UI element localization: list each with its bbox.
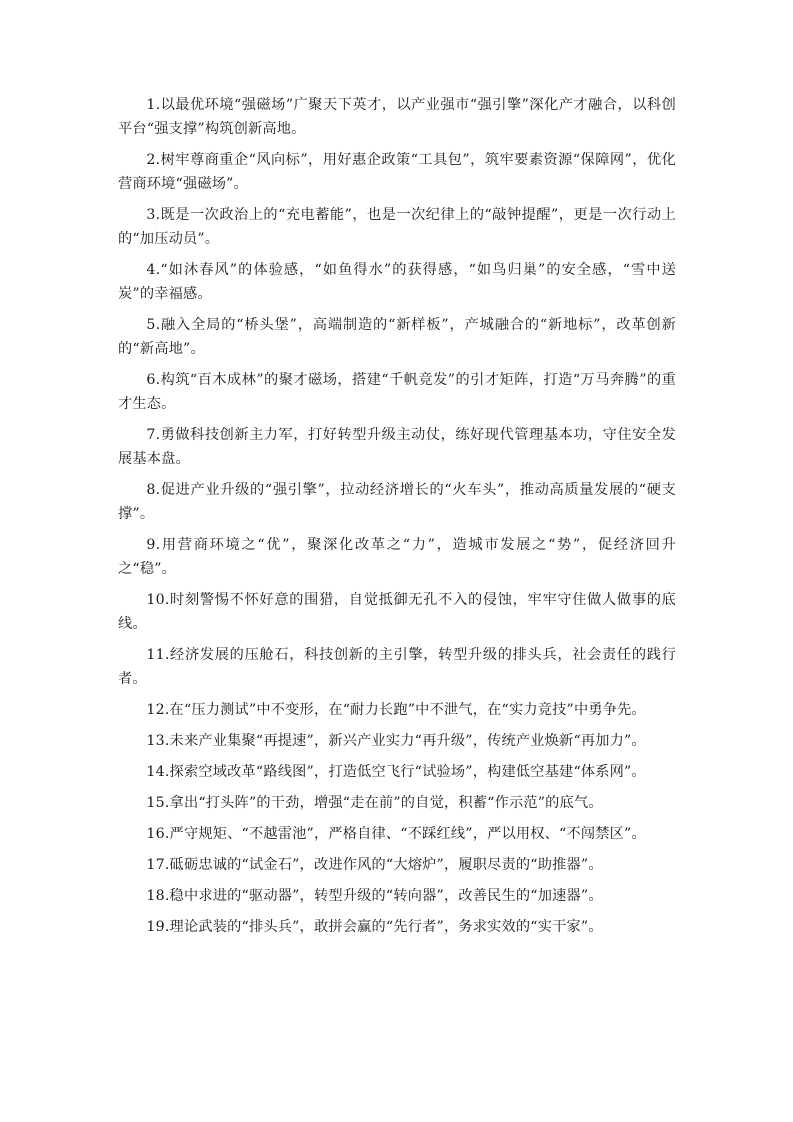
paragraph-7: 7.勇做科技创新主力军，打好转型升级主动仗，练好现代管理基本功，守住安全发展基本盘。 bbox=[118, 427, 676, 467]
paragraph-1: 1.以最优环境“强磁场”广聚天下英才，以产业强市“强引擎”深化产才融合，以科创平台“强支撑”构筑创新高地。 bbox=[118, 97, 676, 137]
paragraph-10: 10.时刻警惕不怀好意的围猎，自觉抵御无孔不入的侵蚀，牢牢守住做人做事的底线。 bbox=[118, 592, 676, 632]
paragraph-8: 8.促进产业升级的“强引擎”，拉动经济增长的“火车头”，推动高质量发展的“硬支撑”。 bbox=[118, 482, 676, 522]
paragraph-4: 4.“如沐春风”的体验感，“如鱼得水”的获得感，“如鸟归巢”的安全感，“雪中送炭”的幸福感。 bbox=[118, 262, 676, 302]
paragraph-3: 3.既是一次政治上的“充电蓄能”，也是一次纪律上的“敲钟提醒”，更是一次行动上的“加压动员”。 bbox=[118, 207, 676, 247]
paragraph-16: 16.严守规矩、“不越雷池”，严格自律、“不踩红线”，严以用权、“不闯禁区”。 bbox=[146, 826, 646, 842]
paragraph-2: 2.树牢尊商重企“风向标”，用好惠企政策“工具包”，筑牢要素资源“保障网”，优化营商环境“强磁场”。 bbox=[118, 152, 676, 192]
paragraph-12: 12.在“压力测试”中不变形，在“耐力长跑”中不泄气，在“实力竞技”中勇争先。 bbox=[146, 702, 646, 718]
paragraph-5: 5.融入全局的“桥头堡”，高端制造的“新样板”，产城融合的“新地标”，改革创新的“新高地”。 bbox=[118, 317, 676, 357]
paragraph-19: 19.理论武装的“排头兵”，敢拼会赢的“先行者”，务求实效的“实干家”。 bbox=[146, 919, 603, 935]
paragraph-17: 17.砥砺忠诚的“试金石”，改进作风的“大熔炉”，履职尽责的“助推器”。 bbox=[146, 857, 603, 873]
paragraph-9: 9.用营商环境之“优”，聚深化改革之“力”，造城市发展之“势”，促经济回升之“稳”。 bbox=[118, 537, 676, 577]
paragraph-14: 14.探索空域改革“路线图”，打造低空飞行“试验场”，构建低空基建“体系网”。 bbox=[146, 764, 646, 780]
paragraph-18: 18.稳中求进的“驱动器”，转型升级的“转向器”，改善民生的“加速器”。 bbox=[146, 888, 603, 904]
paragraph-15: 15.拿出“打头阵”的干劲，增强“走在前”的自觉，积蓄“作示范”的底气。 bbox=[146, 795, 603, 811]
paragraph-13: 13.未来产业集聚“再提速”，新兴产业实力“再升级”，传统产业焕新“再加力”。 bbox=[146, 733, 646, 749]
document-body bbox=[118, 93, 676, 946]
paragraph-11: 11.经济发展的压舱石，科技创新的主引擎，转型升级的排头兵，社会责任的践行者。 bbox=[118, 647, 676, 687]
paragraph-6: 6.构筑“百木成林”的聚才磁场，搭建“千帆竞发”的引才矩阵，打造“万马奔腾”的重才生态。 bbox=[118, 372, 676, 412]
